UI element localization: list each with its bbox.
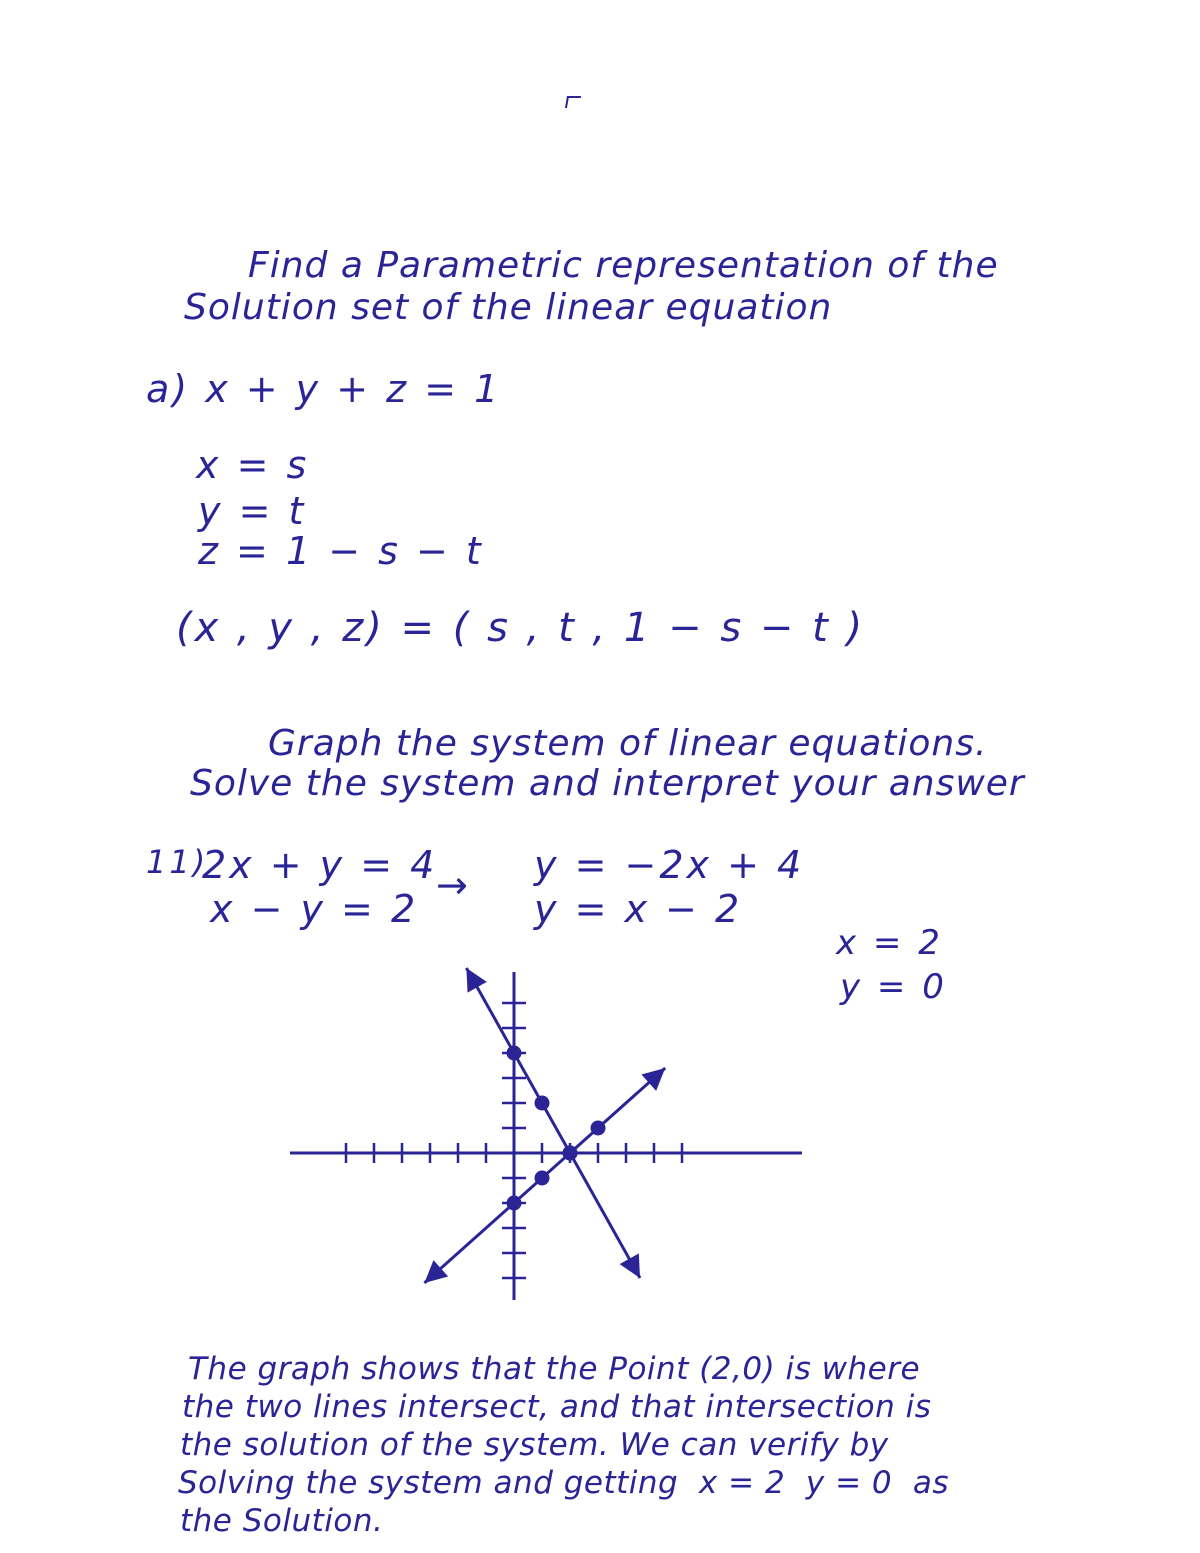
solution-x: x = 2 [836, 923, 943, 963]
explanation-line3: the solution of the system. We can verify by [180, 1427, 889, 1463]
arrow-icon: → [436, 863, 471, 907]
series1-point [507, 1046, 522, 1061]
prompt-b-line1: Graph the system of linear equations. [268, 723, 988, 764]
slope-eq2: y = x − 2 [534, 887, 743, 931]
slope-eq1: y = −2x + 4 [534, 843, 805, 887]
series2-point [591, 1121, 606, 1136]
step-z: z = 1 − s − t [198, 529, 484, 573]
line-2x-plus-y-eq-4 [466, 968, 640, 1278]
arrowhead-down-right [620, 1253, 640, 1278]
line-x-minus-y-eq-2 [424, 1068, 665, 1283]
result-a: (x , y , z) = ( s , t , 1 − s − t ) [176, 605, 866, 651]
series1-point [535, 1096, 550, 1111]
stray-pen-mark [565, 96, 581, 108]
prompt-a-line1: Find a Parametric representation of the [248, 245, 999, 286]
system-eq2: x − y = 2 [210, 887, 419, 931]
arrowhead-up-left [466, 968, 486, 993]
series2-point [535, 1171, 550, 1186]
step-x: x = s [196, 443, 310, 487]
system-eq1: 2x + y = 4 [202, 843, 438, 887]
arrowhead-up-right [641, 1068, 665, 1091]
explanation-line5: the Solution. [180, 1503, 384, 1539]
prompt-a-line2: Solution set of the linear equation [184, 287, 833, 328]
equation-a: a) x + y + z = 1 [146, 367, 502, 411]
explanation-line2: the two lines intersect, and that intersection is [182, 1389, 932, 1425]
arrowhead-down-left [424, 1260, 448, 1283]
step-y: y = t [198, 489, 307, 533]
problem-label: 11) [146, 843, 209, 881]
explanation-line4: Solving the system and getting x = 2 y = 0 as [178, 1465, 949, 1501]
solution-y: y = 0 [840, 967, 947, 1007]
series2-point [507, 1196, 522, 1211]
prompt-b-line2: Solve the system and interpret your answer [190, 763, 1025, 804]
series1-point [563, 1146, 578, 1161]
explanation-line1: The graph shows that the Point (2,0) is where [188, 1351, 921, 1387]
series2-point [563, 1146, 578, 1161]
